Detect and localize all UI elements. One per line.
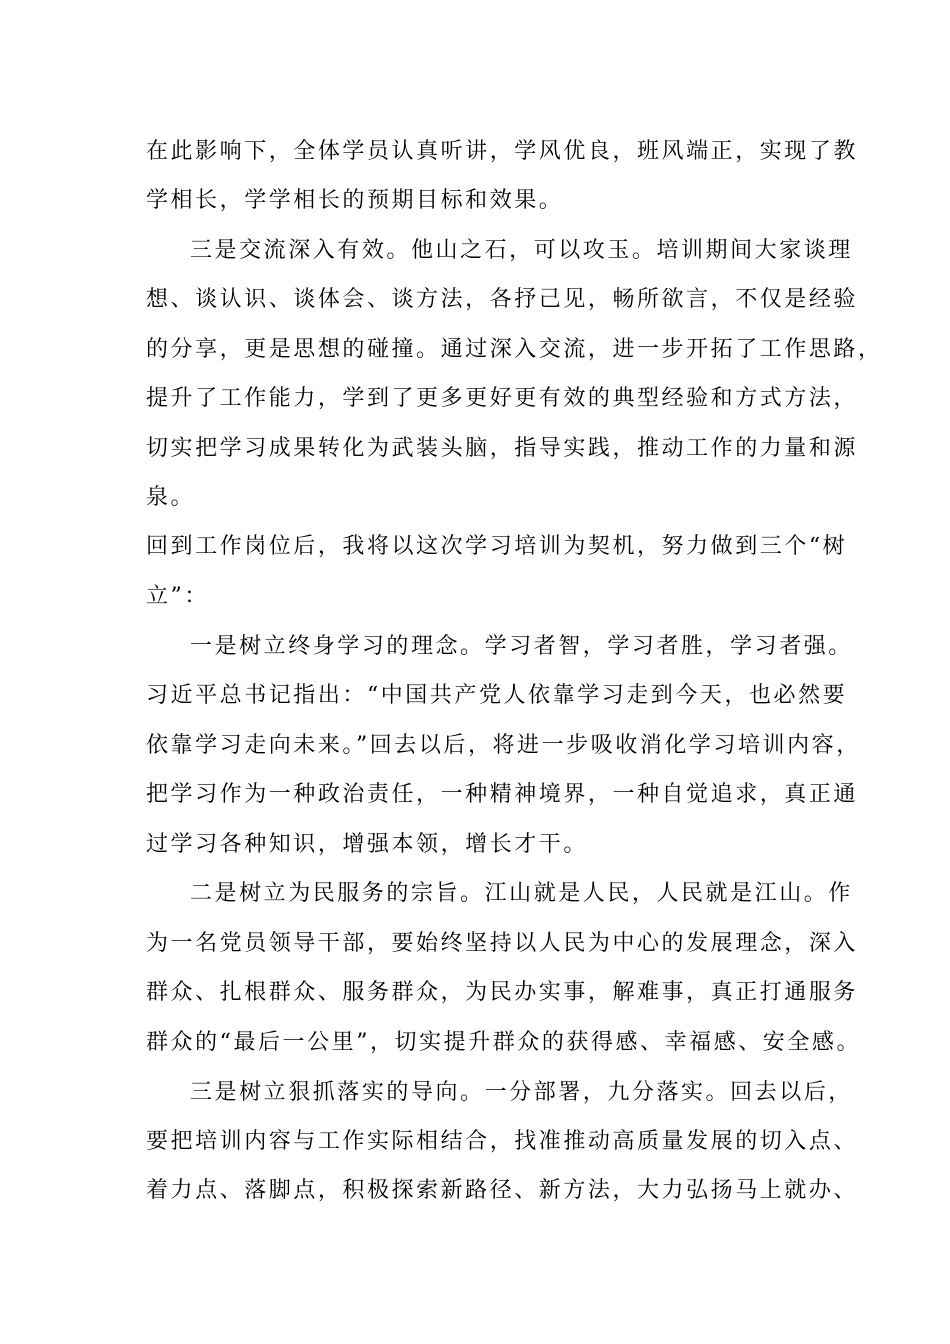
paragraph-line: 三是树立狠抓落实的导向。一分部署，九分落实。回去以后， [190,1080,853,1105]
paragraph-line: 切实把学习成果转化为武装头脑，指导实践，推动工作的力量和源 [146,436,858,461]
paragraph-line: 泉。 [146,485,196,510]
paragraph-line: 想、谈认识、谈体会、谈方法，各抒己见，畅所欲言，不仅是经验 [146,287,858,312]
paragraph-line: 把学习作为一种政治责任，一种精神境界，一种自觉追求，真正通 [146,782,858,807]
paragraph-line: 为一名党员领导干部，要始终坚持以人民为中心的发展理念，深入 [146,931,858,956]
paragraph-line: 要把培训内容与工作实际相结合，找准推动高质量发展的切入点、 [146,1129,858,1154]
paragraph-line: 过学习各种知识，增强本领，增长才干。 [146,832,588,857]
paragraph-line: 立”： [146,584,209,609]
paragraph-line: 习近平总书记指出：“中国共产党人依靠学习走到今天，也必然要 [146,683,848,708]
paragraph-line: 依靠学习走向未来。”回去以后，将进一步吸收消化学习培训内容， [146,733,861,758]
paragraph-line: 的分享，更是思想的碰撞。通过深入交流，进一步开拓了工作思路， [146,337,883,362]
paragraph-line: 二是树立为民服务的宗旨。江山就是人民，人民就是江山。作 [190,881,853,906]
paragraph-line: 在此影响下，全体学员认真听讲，学风优良，班风端正，实现了教 [146,139,858,164]
paragraph-line: 回到工作岗位后，我将以这次学习培训为契机，努力做到三个“树 [146,534,848,559]
paragraph-line: 学相长，学学相长的预期目标和效果。 [146,188,564,213]
paragraph-line: 提升了工作能力，学到了更多更好更有效的典型经验和方式方法， [146,386,858,411]
paragraph-line: 群众的“最后一公里”，切实提升群众的获得感、幸福感、安全感。 [146,1030,861,1055]
paragraph-line: 三是交流深入有效。他山之石，可以攻玉。培训期间大家谈理 [190,238,853,263]
paragraph-line: 群众、扎根群众、服务群众，为民办实事，解难事，真正打通服务 [146,980,858,1005]
paragraph-line: 着力点、落脚点，积极探索新路径、新方法，大力弘扬马上就办、 [146,1178,858,1203]
paragraph-line: 一是树立终身学习的理念。学习者智，学习者胜，学习者强。 [190,634,853,659]
